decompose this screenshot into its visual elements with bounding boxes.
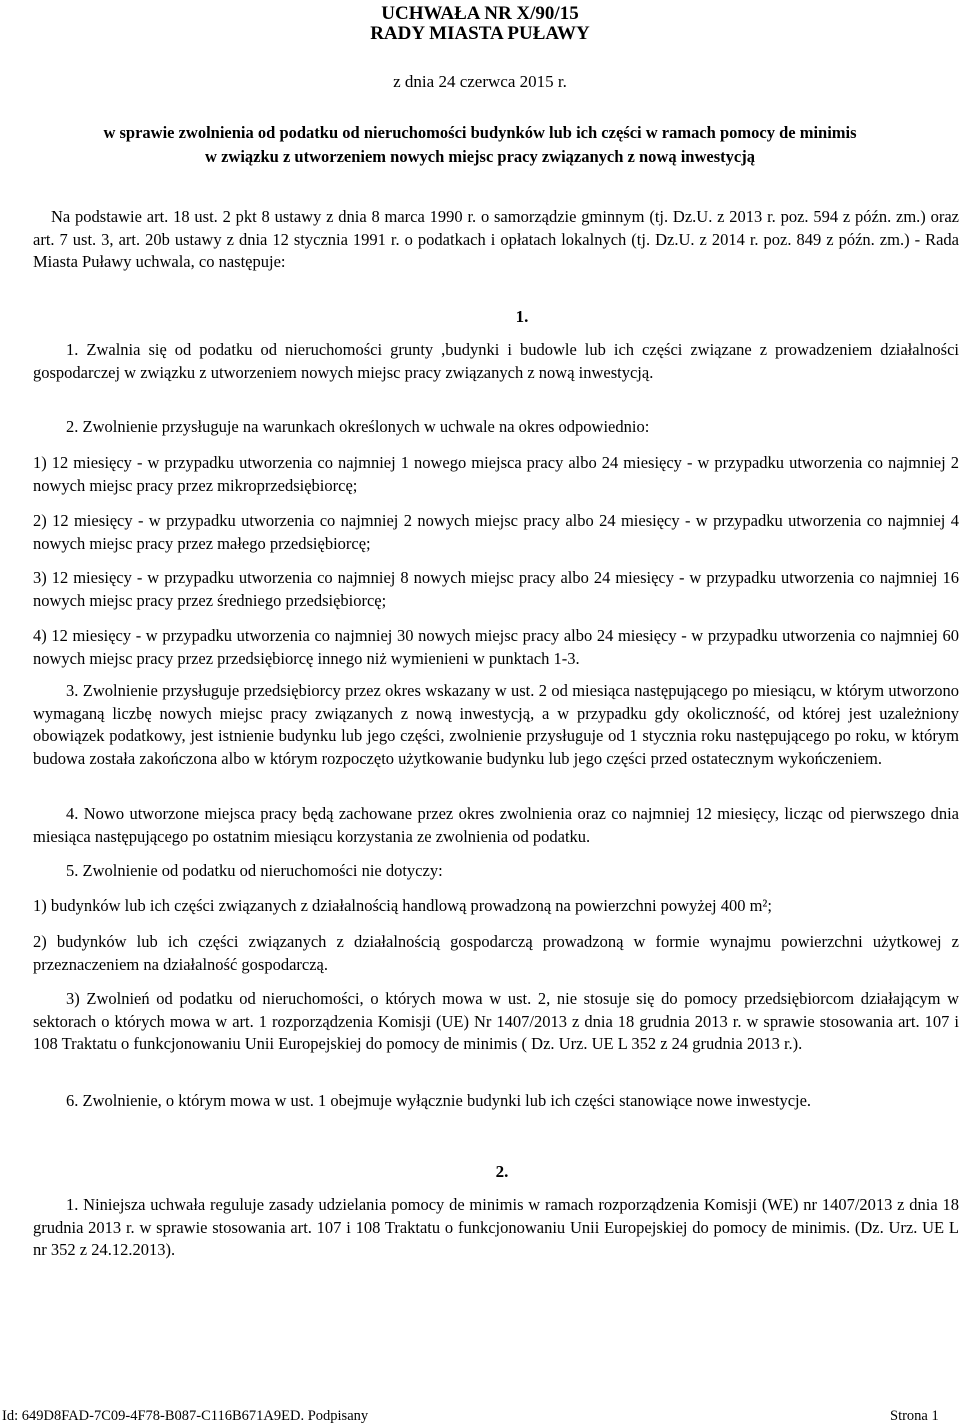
exclusion-item-1: 1) budynków lub ich części związanych z działalnością handlową prowadzoną na powierzchni powyżej 400 m²;: [33, 896, 772, 915]
section-1-paragraph-3: 3. Zwolnienie przysługuje przedsiębiorcy przez okres wskazany w ust. 2 od miesiąca następującego po miesiącu, w którym utworzono wymaganą liczbę nowych miejsc pracy związanych z nową inwestycją, a w przypadku gdy okoliczność, od której jest uzależniony obowiązek podatkowy, jest istnienie budynku lub jego części, zwolnienie przysługuje od 1 stycznia roku następującego po roku, w którym budowa została zakończona albo w którym rozpoczęto użytkowanie budynku lub jego części przed ostatecznym wykończeniem.: [33, 681, 959, 768]
section-2-paragraph-1: 1. Niniejsza uchwała reguluje zasady udzielania pomocy de minimis w ramach rozporządzenia Komisji (WE) nr 1407/2013 z dnia 18 grudnia 2013 r. w sprawie stosowania art. 107 i 108 Traktatu o funkcjonowaniu Unii Europejskiej do pomocy de minimis. (Dz. Urz. UE L nr 352 z 24.12.2013).: [33, 1195, 959, 1259]
council-name: RADY MIASTA PUŁAWY: [370, 23, 590, 44]
subject-line-1: w sprawie zwolnienia od podatku od nieruchomości budynków lub ich części w ramach pomocy de minimis: [103, 123, 857, 142]
section-2-heading: 2.: [495, 1162, 509, 1181]
section-1-paragraph-6: 6. Zwolnienie, o którym mowa w ust. 1 obejmuje wyłącznie budynki lub ich części stanowiące nowe inwestycje.: [66, 1091, 812, 1110]
preamble: Na podstawie art. 18 ust. 2 pkt 8 ustawy z dnia 8 marca 1990 r. o samorządzie gminnym (tj. Dz.U. z 2013 r. poz. 594 z późn. zm.) oraz art. 7 ust. 3, art. 20b ustawy z dnia 12 stycznia 1991 r. o podatkach i opłatach lokalnych (tj. Dz.U. z 2014 r. poz. 849 z późn. zm.) - Rada Miasta Puławy uchwala, co następuje:: [33, 207, 959, 271]
section-1-paragraph-4: 4. Nowo utworzone miejsca pracy będą zachowane przez okres zwolnienia oraz co najmniej 12 miesięcy, licząc od pierwszego dnia miesiąca następującego po ostatnim miesiącu korzystania ze zwolnienia od podatku.: [33, 804, 959, 846]
section-1-paragraph-1: 1. Zwalnia się od podatku od nieruchomości grunty ,budynki i budowle lub ich części związane z prowadzeniem działalności gospodarczej w związku z utworzeniem nowych miejsc pracy związanych z nową inwestycją.: [33, 340, 959, 382]
section-1-item-4: 4) 12 miesięcy - w przypadku utworzenia co najmniej 30 nowych miejsc pracy albo 24 miesięcy - w przypadku utworzenia co najmniej 60 nowych miejsc pracy przez przedsiębiorcę innego niż wymienieni w punktach 1-3.: [33, 626, 959, 668]
resolution-number: UCHWAŁA NR X/90/15: [381, 3, 579, 24]
section-1-paragraph-2: 2. Zwolnienie przysługuje na warunkach określonych w uchwale na okres odpowiednio:: [66, 417, 650, 436]
exclusion-item-3: 3) Zwolnień od podatku od nieruchomości, o których mowa w ust. 2, nie stosuje się do pomocy przedsiębiorcom działającym w sektorach o których mowa w art. 1 rozporządzenia Komisji (UE) Nr 1407/2013 z dnia 18 grudnia 2013 r. w sprawie stosowania art. 107 i 108 Traktatu o funkcjonowaniu Unii Europejskiej do pomocy de minimis ( Dz. Urz. UE L 352 z 24 grudnia 2013 r.).: [33, 989, 959, 1053]
page-number: Strona 1: [890, 1408, 939, 1424]
section-1-paragraph-5: 5. Zwolnienie od podatku od nieruchomości nie dotyczy:: [66, 861, 443, 880]
exclusion-item-2: 2) budynków lub ich części związanych z działalnością gospodarczą prowadzoną w formie wynajmu powierzchni użytkowej z przeznaczeniem na działalność gospodarczą.: [33, 932, 959, 974]
section-1-item-3: 3) 12 miesięcy - w przypadku utworzenia co najmniej 8 nowych miejsc pracy albo 24 miesięcy - w przypadku utworzenia co najmniej 16 nowych miejsc pracy przez średniego przedsiębiorcę;: [33, 568, 959, 610]
section-1-heading: 1.: [515, 307, 529, 326]
resolution-date: z dnia 24 czerwca 2015 r.: [393, 72, 567, 91]
subject-line-2: w związku z utworzeniem nowych miejsc pracy związanych z nową inwestycją: [205, 147, 755, 166]
section-1-item-1: 1) 12 miesięcy - w przypadku utworzenia co najmniej 1 nowego miejsca pracy albo 24 miesięcy - w przypadku utworzenia co najmniej 2 nowych miejsc pracy przez mikroprzedsiębiorcę;: [33, 453, 959, 495]
document-id: Id: 649D8FAD-7C09-4F78-B087-C116B671A9ED. Podpisany: [2, 1408, 369, 1424]
section-1-item-2: 2) 12 miesięcy - w przypadku utworzenia co najmniej 2 nowych miejsc pracy albo 24 miesięcy - w przypadku utworzenia co najmniej 4 nowych miejsc pracy przez małego przedsiębiorcę;: [33, 511, 959, 553]
